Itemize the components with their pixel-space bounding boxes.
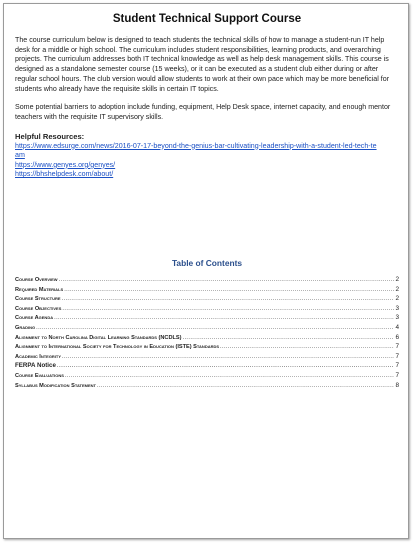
toc-dot-leader bbox=[64, 287, 394, 293]
toc-entry-page: 6 bbox=[395, 333, 399, 341]
toc-entry-required-materials[interactable] bbox=[15, 286, 399, 296]
toc-dot-leader bbox=[57, 362, 395, 369]
resource-link-bhshelpdesk[interactable]: https://bhshelpdesk.com/about/ bbox=[15, 170, 114, 179]
resource-link-genyes[interactable]: https://www.genyes.org/genyes/ bbox=[15, 160, 116, 169]
toc-entry-label: Course Structure bbox=[15, 296, 61, 303]
toc-entry-label: FERPA Notice bbox=[15, 362, 56, 370]
toc-entry-page: 7 bbox=[395, 362, 399, 370]
toc-entry-label: Syllabus Modification Statement bbox=[15, 382, 97, 389]
toc-entry-label: Course Agenda bbox=[15, 315, 54, 322]
toc-entry-label: Alignment to International Society for Technology in Education (ISTE) Standards bbox=[15, 344, 220, 351]
toc-entry-page: 3 bbox=[395, 304, 399, 312]
toc-entry-ncdls-alignment[interactable] bbox=[15, 334, 399, 344]
intro-paragraph: The course curriculum below is designed to teach students the technical skills of how to manage a student-run IT help desk for a middle or high school. The curriculum includes student responsibilities, learning products, and overarching projects. The curriculum addresses both IT technical knowledge as well as help desk management skills. This course is designed as a standalone semester course (15 weeks), or it can be executed as a student club either during or after regular school hours. The club version would allow students to work at their own pace which may be more beneficial for students who already have the requisite skills in certain IT topics. bbox=[15, 36, 390, 93]
barriers-paragraph: Some potential barriers to adoption include funding, equipment, Help Desk space, internet capacity, and enough mentor teachers with the requisite IT supervisory skills. bbox=[15, 103, 391, 121]
toc-entry-page: 3 bbox=[395, 314, 399, 322]
toc-entry-label: Academic Integrity bbox=[15, 353, 62, 360]
toc-entry-page: 4 bbox=[395, 323, 399, 331]
toc-entry-iste-alignment[interactable] bbox=[15, 343, 399, 353]
resources-heading: Helpful Resources: bbox=[15, 131, 85, 141]
table-of-contents bbox=[15, 276, 399, 391]
toc-entry-page: 7 bbox=[395, 343, 399, 351]
toc-entry-label: Course Objectives bbox=[15, 305, 62, 312]
toc-entry-page: 8 bbox=[395, 381, 399, 389]
toc-title: Table of Contents bbox=[171, 258, 243, 268]
toc-dot-leader bbox=[59, 277, 395, 283]
toc-entry-label: Grading bbox=[15, 324, 36, 331]
toc-dot-leader bbox=[62, 354, 394, 360]
document-title: Student Technical Support Course bbox=[112, 13, 302, 25]
toc-dot-leader bbox=[65, 373, 394, 379]
toc-dot-leader bbox=[183, 335, 395, 341]
toc-entry-course-agenda[interactable] bbox=[15, 314, 399, 324]
document-content bbox=[15, 13, 399, 389]
toc-entry-course-evaluations[interactable] bbox=[15, 372, 399, 382]
toc-dot-leader bbox=[62, 296, 395, 302]
toc-entry-course-structure[interactable] bbox=[15, 295, 399, 305]
toc-entry-academic-integrity[interactable] bbox=[15, 353, 399, 363]
toc-dot-leader bbox=[220, 344, 394, 350]
toc-entry-syllabus-modification[interactable] bbox=[15, 382, 399, 392]
toc-entry-page: 2 bbox=[395, 295, 399, 303]
toc-entry-label: Course Overview bbox=[15, 277, 58, 283]
toc-dot-leader bbox=[36, 325, 394, 331]
toc-dot-leader bbox=[62, 306, 394, 312]
toc-entry-grading[interactable] bbox=[15, 324, 399, 334]
toc-entry-label: Required Materials bbox=[15, 286, 64, 293]
toc-dot-leader bbox=[54, 315, 394, 321]
document-page bbox=[3, 3, 409, 539]
toc-entry-page: 7 bbox=[395, 371, 399, 379]
toc-entry-ferpa-notice[interactable] bbox=[15, 362, 399, 372]
toc-entry-page: 7 bbox=[395, 352, 399, 360]
toc-entry-page: 2 bbox=[395, 276, 399, 283]
toc-entry-course-overview[interactable] bbox=[15, 276, 399, 286]
toc-entry-label: Course Evaluations bbox=[15, 372, 64, 379]
toc-entry-label: Alignment to North Carolina Digital Learning Standards (NCDLS) bbox=[15, 334, 182, 341]
toc-entry-page: 2 bbox=[395, 285, 399, 293]
toc-entry-course-objectives[interactable] bbox=[15, 305, 399, 315]
resource-link-edsurge[interactable]: https://www.edsurge.com/news/2016-07-17-beyond-the-genius-bar-cultivating-leadership-with-a-student-led-tech-team bbox=[15, 141, 377, 160]
toc-dot-leader bbox=[97, 383, 394, 389]
